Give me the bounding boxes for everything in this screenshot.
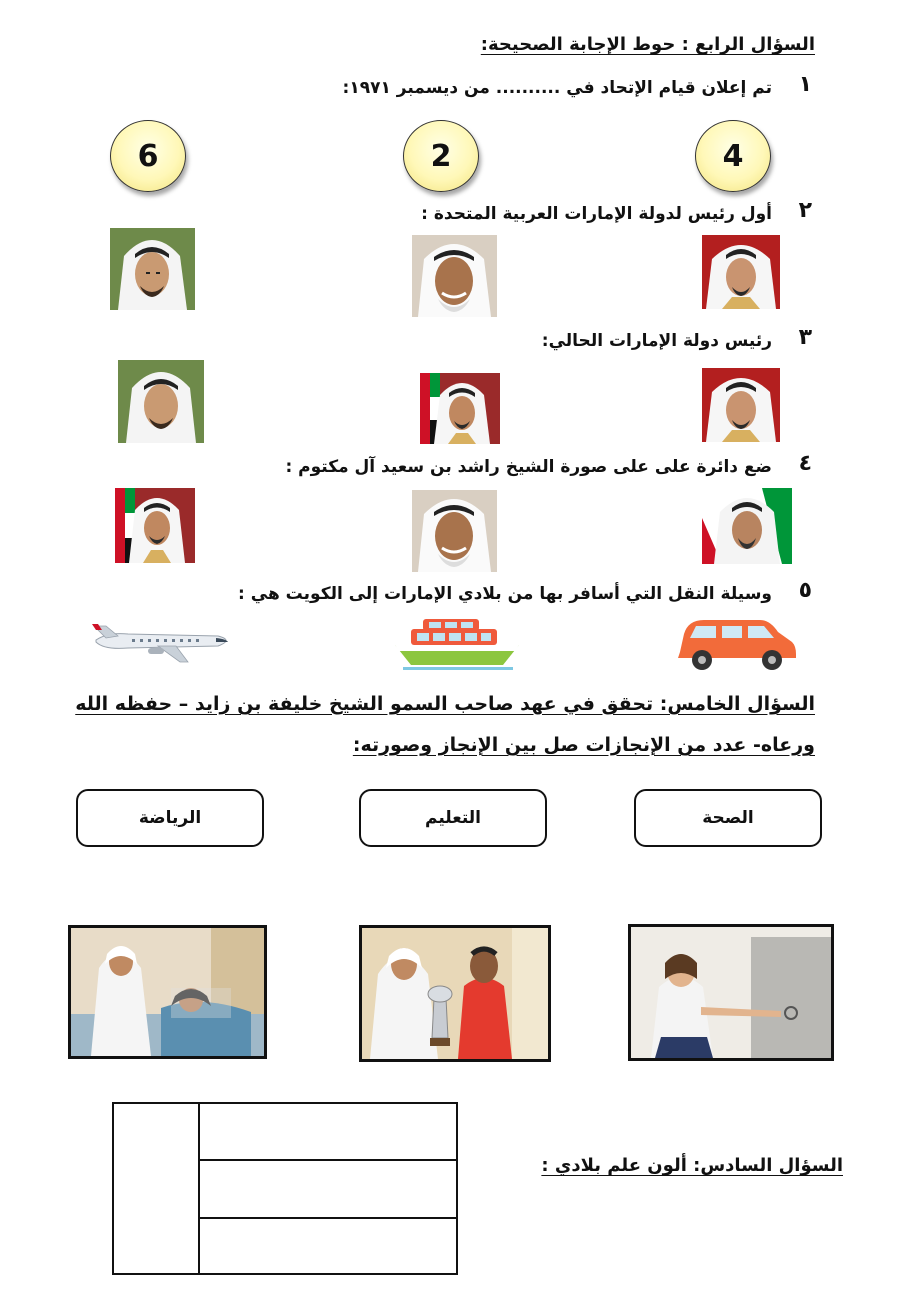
flag-bottom-stripe[interactable] (200, 1219, 456, 1273)
q4-item2-number: ٢ (798, 198, 812, 223)
flag-vertical-band[interactable] (114, 1104, 200, 1273)
portrait-photo[interactable] (412, 235, 497, 317)
answer-circle-2[interactable]: 2 (403, 120, 479, 192)
q4-item5-number: ٥ (798, 578, 812, 603)
portrait-photo[interactable] (702, 368, 780, 442)
q4-item4-text: ضع دائرة على على صورة الشيخ راشد بن سعيد آل مكتوم : (285, 457, 772, 477)
q4-item4-number: ٤ (798, 451, 812, 476)
q4-item3-text: رئيس دولة الإمارات الحالي: (541, 331, 772, 351)
flag-top-stripe[interactable] (200, 1104, 456, 1161)
option-box-health[interactable]: الصحة (634, 789, 822, 847)
q4-item2-text: أول رئيس لدولة الإمارات العربية المتحدة : (421, 204, 772, 224)
q4-item5-text: وسيلة النقل التي أسافر بها من بلادي الإمارات إلى الكويت هي : (238, 584, 772, 604)
option-box-education[interactable]: التعليم (359, 789, 547, 847)
boat-icon[interactable] (393, 615, 521, 671)
q4-item1-number: ١ (798, 72, 812, 97)
q5-title-line2: ورعاه- عدد من الإنجازات صل بين الإنجاز وصورته: (352, 734, 815, 756)
answer-circle-4[interactable]: 4 (695, 120, 771, 192)
car-icon[interactable] (674, 614, 798, 672)
q4-item3-number: ٣ (798, 325, 812, 350)
q4-title: السؤال الرابع : حوط الإجابة الصحيحة: (480, 34, 815, 55)
sports-photo[interactable] (359, 925, 551, 1062)
portrait-photo[interactable] (702, 488, 792, 564)
portrait-photo[interactable] (118, 360, 204, 443)
answer-circle-6[interactable]: 6 (110, 120, 186, 192)
option-box-sports[interactable]: الرياضة (76, 789, 264, 847)
portrait-photo[interactable] (412, 490, 497, 572)
education-photo[interactable] (628, 924, 834, 1061)
airplane-icon[interactable] (88, 618, 236, 664)
flag-middle-stripe[interactable] (200, 1161, 456, 1219)
q4-item1-text: تم إعلان قيام الإتحاد في .......... من ديسمبر ١٩٧١: (342, 78, 772, 98)
flag-outline[interactable] (112, 1102, 458, 1275)
q6-title: السؤال السادس: ألون علم بلادي : (541, 1155, 843, 1176)
portrait-photo[interactable] (115, 488, 195, 563)
q5-title-line1: السؤال الخامس: تحقق في عهد صاحب السمو الشيخ خليفة بن زايد – حفظه الله (75, 693, 815, 715)
health-photo[interactable] (68, 925, 267, 1059)
portrait-photo[interactable] (702, 235, 780, 309)
portrait-photo[interactable] (420, 373, 500, 444)
portrait-photo[interactable] (110, 228, 195, 310)
